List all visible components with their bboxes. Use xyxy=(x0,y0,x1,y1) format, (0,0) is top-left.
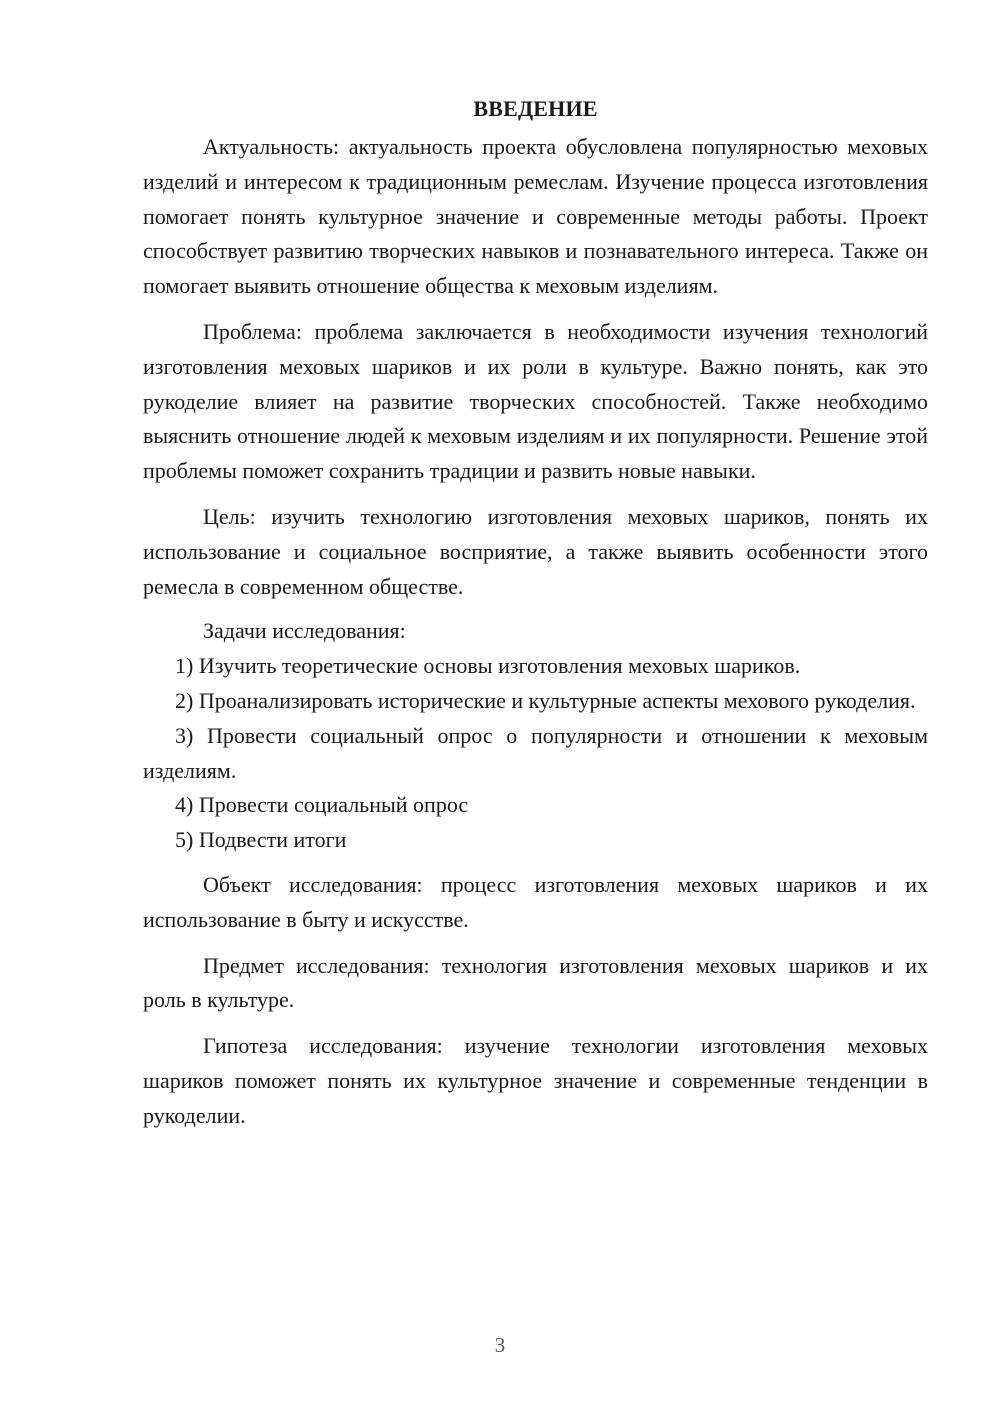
paragraph-problem: Проблема: проблема заключается в необходимости изучения технологий изготовления меховых шариков и их роли в культуре. Важно понять, как это рукоделие влияет на развитие творческих способностей. Также необходимо выяснить отношение людей к меховым изделиям и их популярности. Решение этой проблемы поможет сохранить традиции и развить новые навыки. xyxy=(143,318,928,484)
task-item: 5) Подвести итоги xyxy=(175,827,347,853)
document-title: ВВЕДЕНИЕ xyxy=(473,96,598,121)
task-item: 3) Провести социальный опрос о популярности и отношении к меховым изделиям. xyxy=(143,722,928,783)
paragraph-relevance: Актуальность: актуальность проекта обусловлена популярностью меховых изделий и интересом к традиционным ремеслам. Изучение процесса изготовления помогает понять культурное значение и современные методы работы. Проект способствует развитию творческих навыков и познавательного интереса. Также он помогает выявить отношение общества к меховым изделиям. xyxy=(143,134,928,299)
paragraph-subject: Предмет исследования: технология изготовления меховых шариков и их роль в культуре. xyxy=(143,952,928,1013)
page-number: 3 xyxy=(494,1333,506,1357)
task-item: 4) Провести социальный опрос xyxy=(175,792,469,818)
tasks-heading: Задачи исследования: xyxy=(203,618,406,644)
task-item: 2) Проанализировать исторические и культурные аспекты мехового рукоделия. xyxy=(175,687,916,713)
document-page xyxy=(143,92,928,1134)
task-item: 1) Изучить теоретические основы изготовления меховых шариков. xyxy=(175,653,801,679)
paragraph-hypothesis: Гипотеза исследования: изучение технологии изготовления меховых шариков поможет понять их культурное значение и современные тенденции в рукоделии. xyxy=(143,1033,928,1128)
paragraph-object: Объект исследования: процесс изготовления меховых шариков и их использование в быту и искусстве. xyxy=(143,871,928,932)
paragraph-goal: Цель: изучить технологию изготовления меховых шариков, понять их использование и социальное восприятие, а также выявить особенности этого ремесла в современном обществе. xyxy=(143,503,928,599)
